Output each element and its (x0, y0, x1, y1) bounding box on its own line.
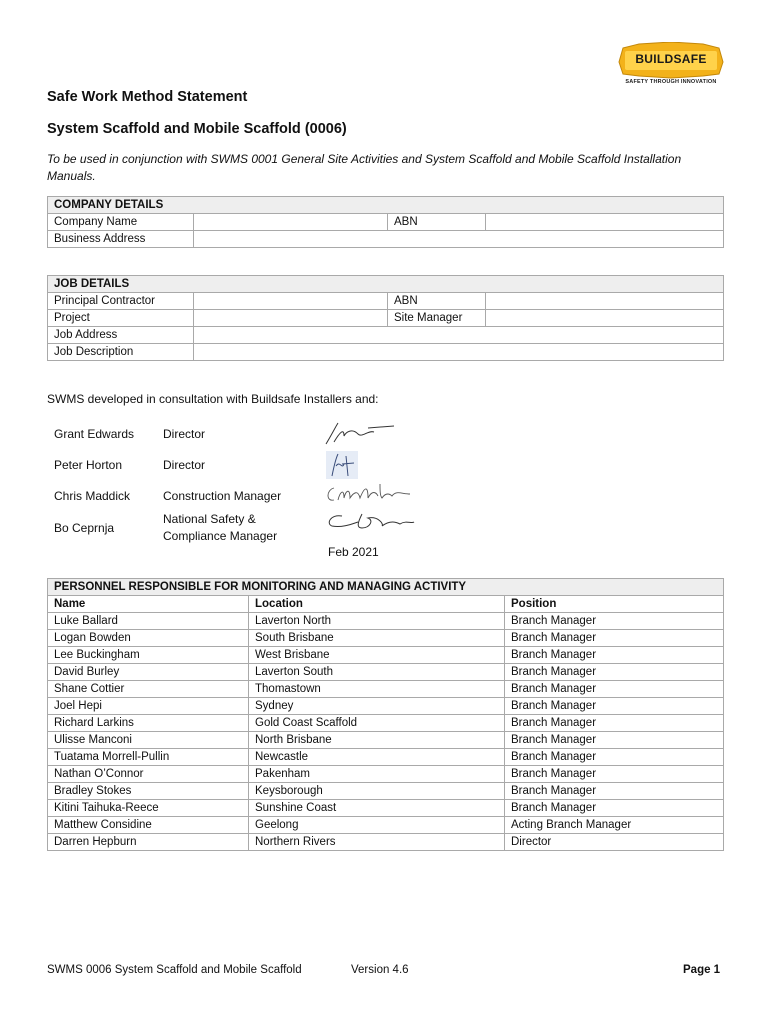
person-position: Branch Manager (505, 647, 724, 664)
signature-bo-ceprnja (322, 510, 418, 534)
personnel-header: PERSONNEL RESPONSIBLE FOR MONITORING AND MANAGING ACTIVITY (48, 579, 724, 596)
person-position: Acting Branch Manager (505, 817, 724, 834)
person-position: Branch Manager (505, 664, 724, 681)
company-details-table (47, 196, 724, 248)
company-abn-field[interactable] (486, 214, 724, 231)
project-label: Project (48, 310, 194, 327)
person-name: Kitini Taihuka-Reece (48, 800, 249, 817)
person-position: Branch Manager (505, 766, 724, 783)
table-row (48, 834, 724, 851)
company-name-field[interactable] (194, 214, 388, 231)
person-name: Matthew Considine (48, 817, 249, 834)
person-location: South Brisbane (249, 630, 505, 647)
job-address-field[interactable] (194, 327, 724, 344)
person-location: Sydney (249, 698, 505, 715)
table-row (48, 800, 724, 817)
person-location: Sunshine Coast (249, 800, 505, 817)
person-name: Richard Larkins (48, 715, 249, 732)
person-name: Ulisse Manconi (48, 732, 249, 749)
person-location: North Brisbane (249, 732, 505, 749)
table-row (48, 613, 724, 630)
table-row (48, 783, 724, 800)
document-subtitle: System Scaffold and Mobile Scaffold (0006) (47, 121, 347, 137)
signatory-role: Director (163, 427, 206, 441)
footer-version: Version 4.6 (351, 964, 409, 976)
person-position: Branch Manager (505, 783, 724, 800)
table-row (48, 664, 724, 681)
table-row (48, 630, 724, 647)
person-position: Branch Manager (505, 630, 724, 647)
signature-chris-maddick (322, 480, 414, 506)
signatory-name: Grant Edwards (54, 427, 135, 441)
column-header-location: Location (249, 596, 505, 613)
job-details-table (47, 275, 724, 361)
person-position: Branch Manager (505, 749, 724, 766)
person-position: Branch Manager (505, 698, 724, 715)
consultation-text: SWMS developed in consultation with Buildsafe Installers and: (47, 392, 379, 406)
signature-date: Feb 2021 (328, 545, 379, 559)
person-position: Branch Manager (505, 800, 724, 817)
footer-doc-title: SWMS 0006 System Scaffold and Mobile Scaffold (47, 964, 302, 976)
job-abn-label: ABN (388, 293, 486, 310)
signature-peter-horton (322, 450, 362, 480)
table-row (48, 647, 724, 664)
table-row (48, 732, 724, 749)
person-location: Laverton North (249, 613, 505, 630)
job-description-field[interactable] (194, 344, 724, 361)
intro-text: To be used in conjunction with SWMS 0001 General Site Activities and System Scaffold and Mobile Scaffold Installation Manuals. (47, 152, 682, 183)
logo-tagline: SAFETY THROUGH INNOVATION (625, 79, 717, 85)
principal-contractor-label: Principal Contractor (48, 293, 194, 310)
person-location: West Brisbane (249, 647, 505, 664)
table-row (48, 749, 724, 766)
buildsafe-logo (617, 42, 725, 90)
job-details-header: JOB DETAILS (48, 276, 724, 293)
person-location: Thomastown (249, 681, 505, 698)
table-row (48, 715, 724, 732)
company-name-label: Company Name (48, 214, 194, 231)
column-header-position: Position (505, 596, 724, 613)
person-location: Gold Coast Scaffold (249, 715, 505, 732)
person-name: Darren Hepburn (48, 834, 249, 851)
person-name: Lee Buckingham (48, 647, 249, 664)
column-header-name: Name (48, 596, 249, 613)
business-address-field[interactable] (194, 231, 724, 248)
signatory-role: National Safety & Compliance Manager (163, 512, 278, 543)
person-position: Branch Manager (505, 613, 724, 630)
signatory-role: Construction Manager (163, 489, 282, 503)
person-name: Tuatama Morrell-Pullin (48, 749, 249, 766)
signature-grant-edwards (322, 420, 398, 448)
site-manager-label: Site Manager (388, 310, 486, 327)
person-location: Pakenham (249, 766, 505, 783)
table-row (48, 698, 724, 715)
signatory-name: Bo Ceprnja (54, 521, 115, 535)
company-abn-label: ABN (388, 214, 486, 231)
table-row (48, 681, 724, 698)
person-location: Newcastle (249, 749, 505, 766)
table-row (48, 817, 724, 834)
person-name: Nathan O’Connor (48, 766, 249, 783)
job-abn-field[interactable] (486, 293, 724, 310)
person-name: Luke Ballard (48, 613, 249, 630)
person-position: Director (505, 834, 724, 851)
signatory-role: Director (163, 458, 206, 472)
person-name: David Burley (48, 664, 249, 681)
person-name: Logan Bowden (48, 630, 249, 647)
person-location: Laverton South (249, 664, 505, 681)
job-description-label: Job Description (48, 344, 194, 361)
project-field[interactable] (194, 310, 388, 327)
document-title: Safe Work Method Statement (47, 89, 248, 105)
site-manager-field[interactable] (486, 310, 724, 327)
company-details-header: COMPANY DETAILS (48, 197, 724, 214)
person-position: Branch Manager (505, 732, 724, 749)
person-position: Branch Manager (505, 681, 724, 698)
job-address-label: Job Address (48, 327, 194, 344)
person-position: Branch Manager (505, 715, 724, 732)
person-name: Bradley Stokes (48, 783, 249, 800)
signatory-name: Peter Horton (54, 458, 123, 472)
footer-page-number: Page 1 (683, 964, 721, 976)
business-address-label: Business Address (48, 231, 194, 248)
table-row (48, 766, 724, 783)
person-location: Northern Rivers (249, 834, 505, 851)
principal-contractor-field[interactable] (194, 293, 388, 310)
person-location: Geelong (249, 817, 505, 834)
person-name: Shane Cottier (48, 681, 249, 698)
person-location: Keysborough (249, 783, 505, 800)
personnel-table (47, 578, 724, 851)
person-name: Joel Hepi (48, 698, 249, 715)
logo-brand: BUILDSAFE (635, 52, 707, 66)
signatory-name: Chris Maddick (54, 489, 131, 503)
